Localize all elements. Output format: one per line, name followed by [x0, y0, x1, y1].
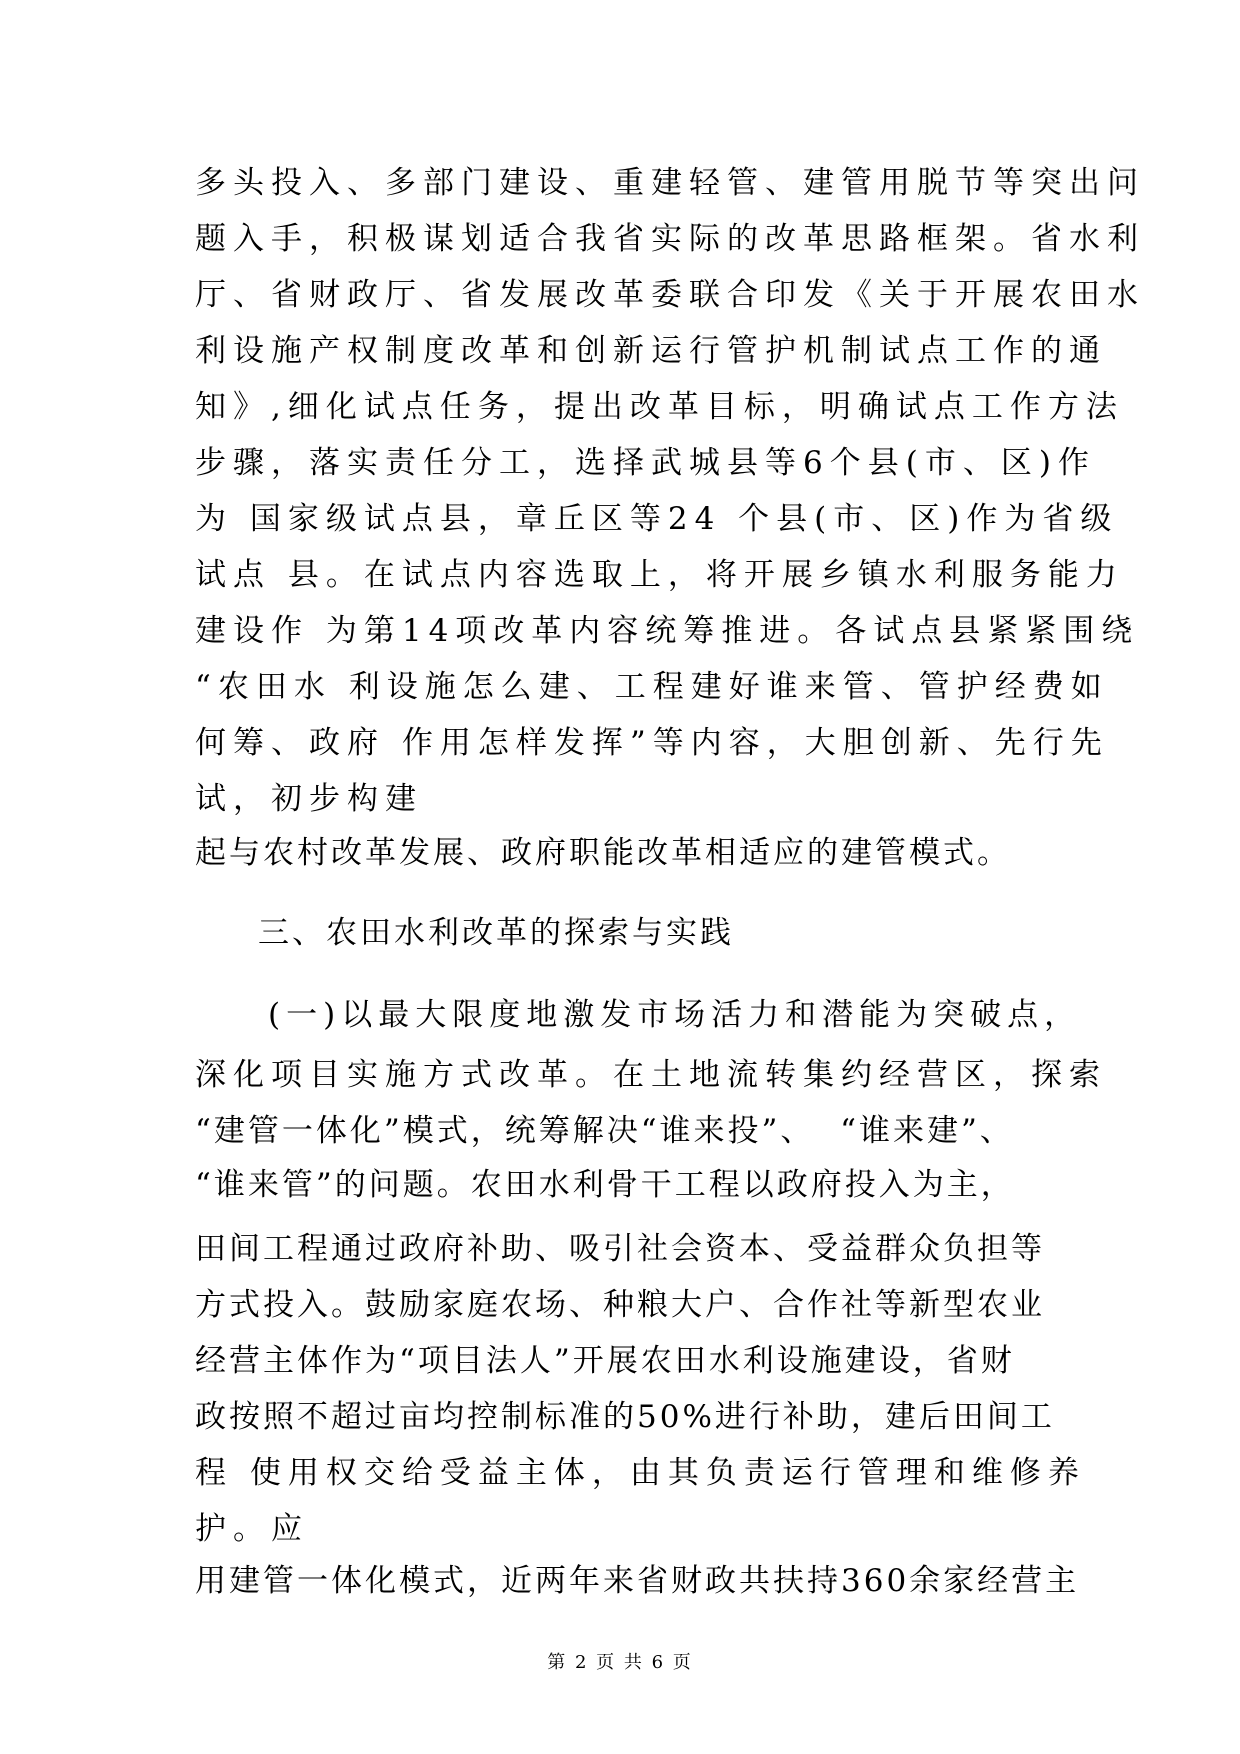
- paragraph-2-line-8: 程 使用权交给受益主体，由其负责运行管理和维修养: [195, 1455, 1086, 1491]
- section-heading: 三、农田水利改革的探索与实践: [258, 915, 734, 951]
- paragraph-2-line-6: 经营主体作为“项目法人”开展农田水利设施建设，省财: [195, 1343, 1015, 1379]
- paragraph-1-line-13: 起与农村改革发展、政府职能改革相适应的建管模式。: [195, 835, 1011, 871]
- paragraph-1-line-10: “农田水 利设施怎么建、工程建好谁来管、管护经费如: [195, 669, 1109, 705]
- paragraph-2-line-4: 田间工程通过政府补助、吸引社会资本、受益群众负担等: [195, 1231, 1045, 1267]
- paragraph-1-line-6: 步骤，落实责任分工，选择武城县等6个县(市、区)作: [195, 445, 1096, 481]
- paragraph-2-line-9: 护。应: [195, 1511, 309, 1547]
- paragraph-2-line-3: “谁来管”的问题。农田水利骨干工程以政府投入为主，: [195, 1167, 1015, 1203]
- paragraph-2-line-1: 深化项目实施方式改革。在土地流转集约经营区，探索: [195, 1057, 1107, 1093]
- paragraph-2-line-2: “建管一体化”模式，统筹解决“谁来投”、 “谁来建”、: [195, 1113, 1014, 1149]
- paragraph-1-line-8: 试点 县。在试点内容选取上，将开展乡镇水利服务能力: [195, 557, 1124, 593]
- paragraph-1-line-3: 厅、省财政厅、省发展改革委联合印发《关于开展农田水: [195, 277, 1145, 313]
- paragraph-2-line-5: 方式投入。鼓励家庭农场、种粮大户、合作社等新型农业: [195, 1287, 1045, 1323]
- subsection-heading: (一)以最大限度地激发市场活力和潜能为突破点，: [268, 997, 1082, 1033]
- paragraph-1-line-5: 知》,细化试点任务，提出改革目标，明确试点工作方法: [195, 389, 1124, 425]
- paragraph-1-line-9: 建设作 为第14项改革内容统筹推进。各试点县紧紧围绕: [195, 613, 1140, 649]
- paragraph-1-line-11: 何筹、政府 作用怎样发挥”等内容，大胆创新、先行先: [195, 725, 1109, 761]
- paragraph-1-line-2: 题入手，积极谋划适合我省实际的改革思路框架。省水利: [195, 221, 1145, 257]
- paragraph-1-line-4: 利设施产权制度改革和创新运行管护机制试点工作的通: [195, 333, 1107, 369]
- paragraph-1-line-7: 为 国家级试点县，章丘区等24 个县(市、区)作为省级: [195, 501, 1119, 537]
- page-number: 第 2 页 共 6 页: [547, 1652, 693, 1673]
- paragraph-2-line-7: 政按照不超过亩均控制标准的50%进行补助，建后田间工: [195, 1399, 1055, 1435]
- paragraph-1-line-1: 多头投入、多部门建设、重建轻管、建管用脱节等突出问: [195, 165, 1145, 201]
- paragraph-2-line-10: 用建管一体化模式，近两年来省财政共扶持360余家经营主: [195, 1563, 1080, 1599]
- paragraph-1-line-12: 试，初步构建: [195, 781, 423, 817]
